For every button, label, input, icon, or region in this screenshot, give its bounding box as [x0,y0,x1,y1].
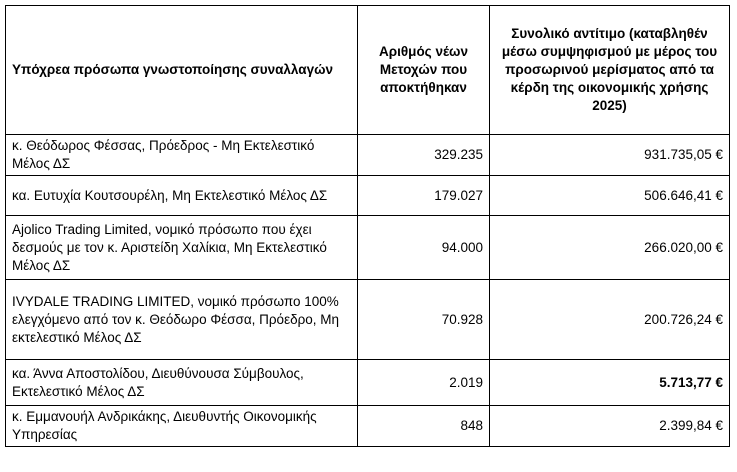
table-row [6,360,730,406]
cell-person: κ. Εμμανουήλ Ανδρικάκης, Διευθυντής Οικονομικής Υπηρεσίας [6,406,358,447]
table-row [6,176,730,216]
cell-amount: 931.735,05 € [490,135,730,176]
header-total-consideration: Συνολικό αντίτιμο (καταβληθέν μέσω συμψηφισμού με μέρος του προσωρινού μερίσματος από τα κέρδη της οικονομικής χρήσης 2025) [490,6,730,135]
cell-person: κα. Άννα Αποστολίδου, Διευθύνουσα Σύμβουλος, Εκτελεστικό Μέλος ΔΣ [6,360,358,406]
table-row [6,406,730,447]
cell-shares: 70.928 [358,280,490,360]
cell-person: κ. Θεόδωρος Φέσσας, Πρόεδρος - Μη Εκτελεστικό Μέλος ΔΣ [6,135,358,176]
cell-amount: 266.020,00 € [490,216,730,280]
header-persons: Υπόχρεα πρόσωπα γνωστοποίησης συναλλαγών [6,6,358,135]
cell-shares: 179.027 [358,176,490,216]
cell-amount: 200.726,24 € [490,280,730,360]
cell-person: Ajolico Trading Limited, νομικό πρόσωπο που έχει δεσμούς με τον κ. Αριστείδη Χαλίκια, Μη Εκτελεστικό Μέλος ΔΣ [6,216,358,280]
cell-shares: 848 [358,406,490,447]
cell-shares: 329.235 [358,135,490,176]
cell-amount: 5.713,77 € [490,360,730,406]
transactions-table [5,5,730,447]
cell-shares: 2.019 [358,360,490,406]
table-row [6,135,730,176]
cell-amount: 506.646,41 € [490,176,730,216]
cell-shares: 94.000 [358,216,490,280]
table-header-row [6,6,730,135]
header-new-shares: Αριθμός νέων Μετοχών που αποκτήθηκαν [358,6,490,135]
table-row [6,280,730,360]
cell-amount: 2.399,84 € [490,406,730,447]
cell-person: IVYDALE TRADING LIMITED, νομικό πρόσωπο 100% ελεγχόμενο από τον κ. Θεόδωρο Φέσσα, Πρόεδρο, Μη εκτελεστικό Μέλος ΔΣ [6,280,358,360]
cell-person: κα. Ευτυχία Κουτσουρέλη, Μη Εκτελεστικό Μέλος ΔΣ [6,176,358,216]
table-row [6,216,730,280]
